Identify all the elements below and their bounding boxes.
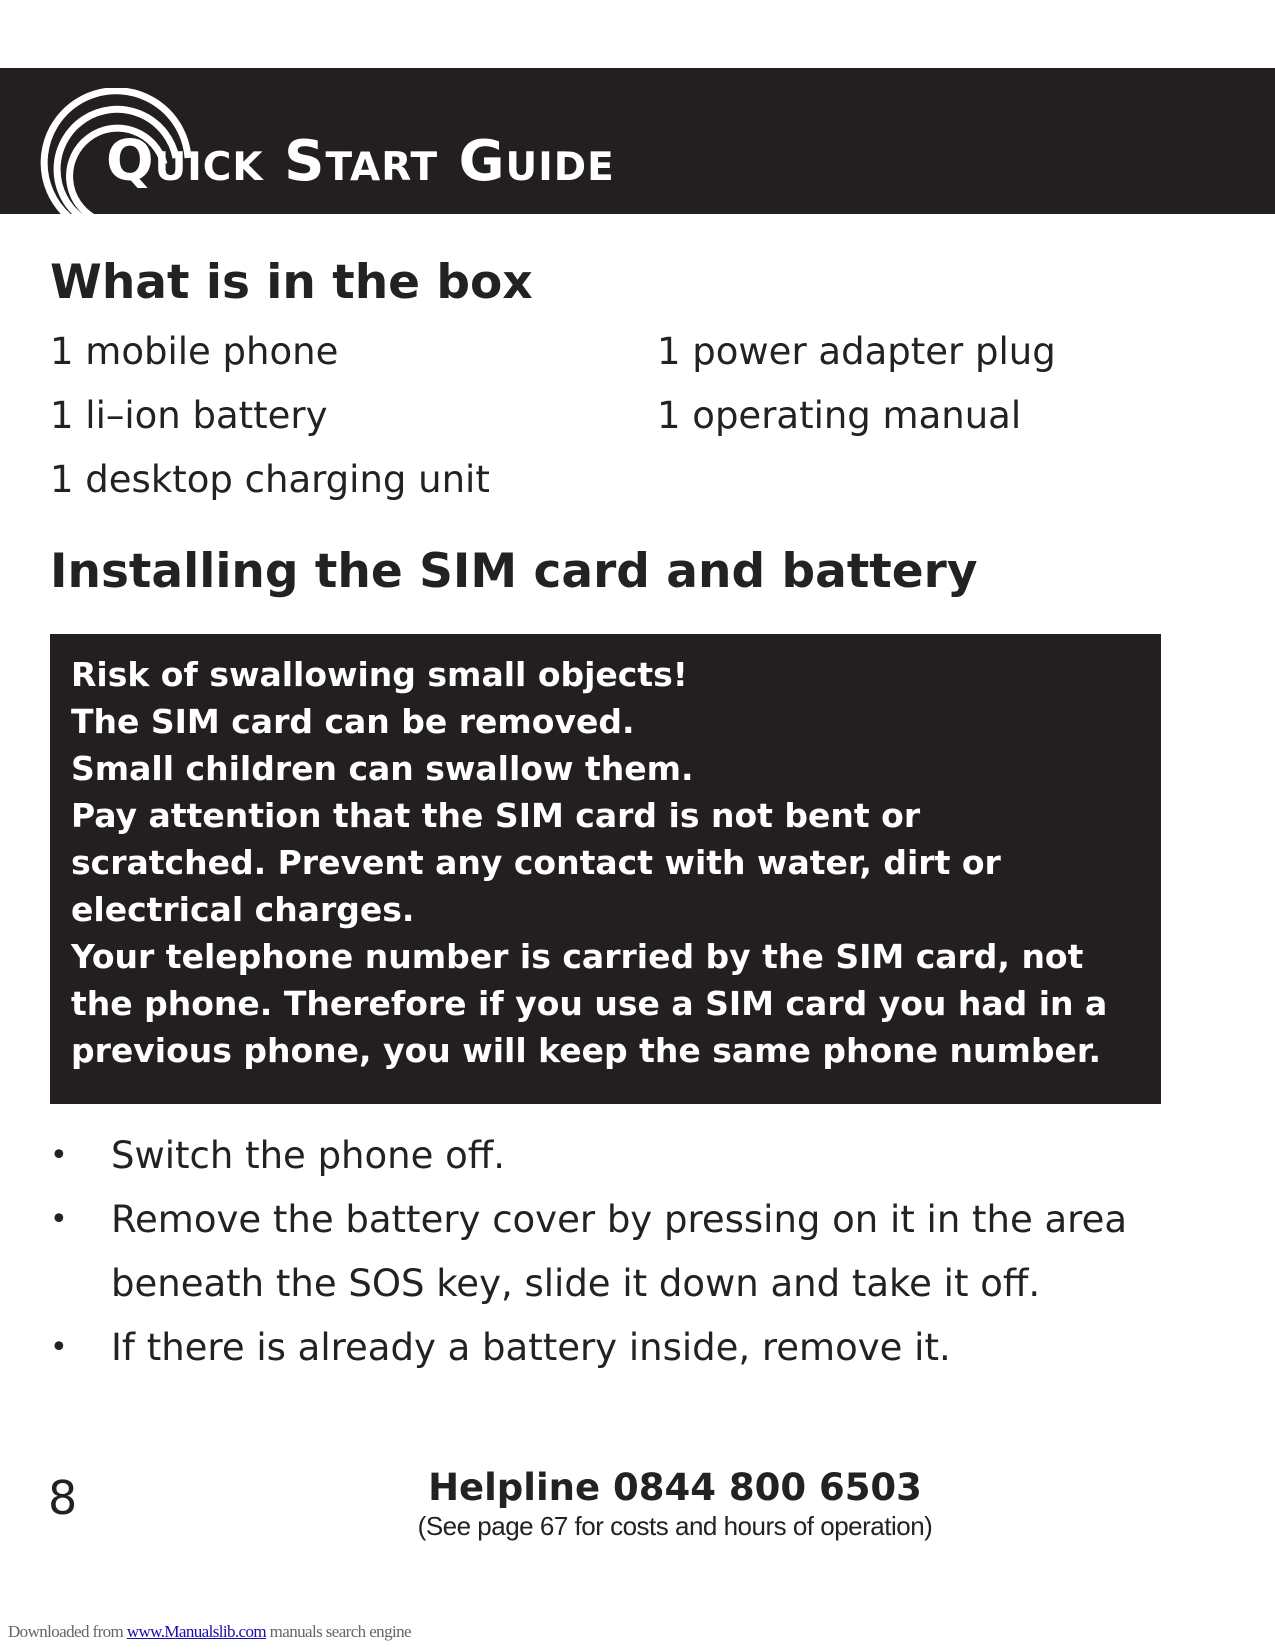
warning-line: scratched. Prevent any contact with water, dirt or <box>71 843 1001 882</box>
warning-line: electrical charges. <box>71 890 415 929</box>
download-footer <box>8 1622 411 1642</box>
warning-line: Your telephone number is carried by the SIM card, not <box>71 937 1084 976</box>
box-item: 1 operating manual <box>657 394 1022 437</box>
bullet-icon: • <box>50 1202 68 1237</box>
list-item-text: If there is already a battery inside, remove it. <box>111 1326 951 1369</box>
warning-line: Small children can swallow them. <box>71 749 694 788</box>
section-heading-installing: Installing the SIM card and battery <box>50 544 978 599</box>
section-heading-box-contents: What is in the box <box>50 255 533 310</box>
box-item: 1 power adapter plug <box>657 330 1056 373</box>
page-number: 8 <box>48 1471 78 1525</box>
bullet-icon: • <box>50 1330 68 1365</box>
bullet-icon: • <box>50 1138 68 1173</box>
header-band <box>0 68 1275 214</box>
warning-line: Pay attention that the SIM card is not bent or <box>71 796 921 835</box>
page-title: Quick Start Guide <box>106 129 615 194</box>
list-item-text: Switch the phone off. <box>111 1134 506 1177</box>
box-item: 1 li–ion battery <box>50 394 328 437</box>
helpline: Helpline 0844 800 6503 <box>428 1466 922 1509</box>
download-prefix: Downloaded from <box>8 1622 127 1641</box>
list-item <box>50 1124 1200 1188</box>
list-item-text: Remove the battery cover by pressing on it in the area beneath the SOS key, slide it down and take it off. <box>111 1198 1128 1305</box>
warning-line: The SIM card can be removed. <box>71 702 635 741</box>
instruction-list <box>50 1124 1200 1380</box>
list-item <box>50 1188 1200 1316</box>
warning-line: the phone. Therefore if you use a SIM card you had in a <box>71 984 1108 1023</box>
box-item: 1 mobile phone <box>50 330 339 373</box>
helpline-note: (See page 67 for costs and hours of operation) <box>417 1511 933 1541</box>
warning-box <box>50 634 1161 1104</box>
list-item <box>50 1316 1200 1380</box>
manualslib-link[interactable]: www.Manualslib.com <box>126 1622 267 1641</box>
warning-line: previous phone, you will keep the same phone number. <box>71 1031 1102 1070</box>
warning-line: Risk of swallowing small objects! <box>71 655 688 694</box>
box-item: 1 desktop charging unit <box>50 458 490 501</box>
download-suffix: manuals search engine <box>266 1622 411 1641</box>
